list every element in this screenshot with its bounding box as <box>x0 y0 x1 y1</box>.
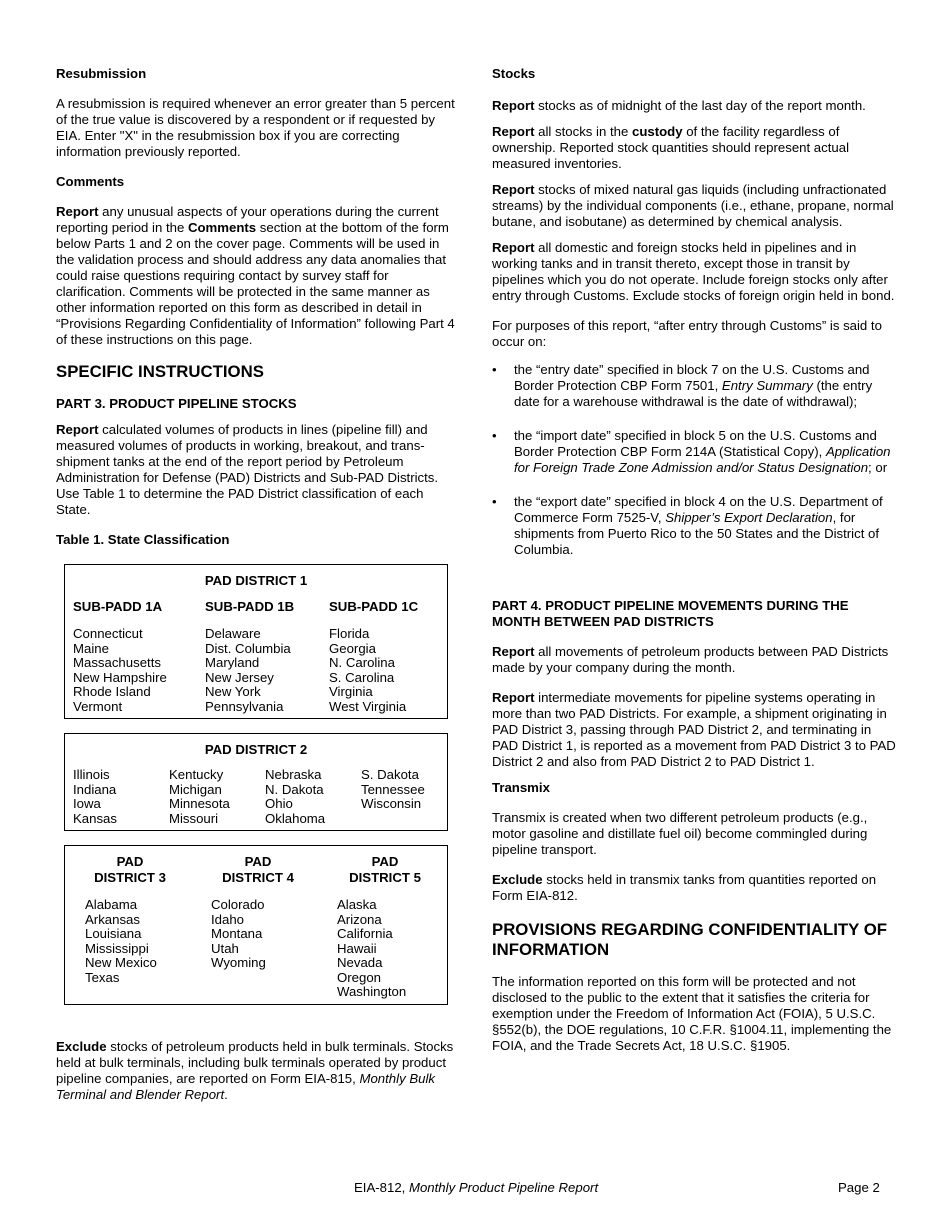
state: Mississippi <box>85 940 149 956</box>
state: Idaho <box>211 911 245 927</box>
state: Rhode Island <box>73 684 151 699</box>
comments-text: Report any unusual aspects of your operations during the current reporting period in the Comments section at the bottom of the form below Parts 1 and 2 on the cover page. Comments will be used in the validation process and should address any data anomalies that could raise questions requiring contact by survey staff for clarification. Comments will be protected in the same manner as other information reported on this form as described in detail in “Provisions Regarding Confidentiality of Information” following Part 4 of these instructions on this page. <box>56 204 455 347</box>
state: Maine <box>73 640 109 656</box>
left-column <box>56 66 458 1103</box>
pad-2-col-3 <box>265 768 361 826</box>
state: New Jersey <box>205 669 274 685</box>
state: Ohio <box>265 796 293 811</box>
state: N. Carolina <box>329 655 395 670</box>
part3-heading: PART 3. PRODUCT PIPELINE STOCKS <box>56 396 297 411</box>
state: Minnesota <box>169 796 230 811</box>
pad-345-grid <box>73 854 439 1000</box>
state: Colorado <box>211 897 265 912</box>
state: Utah <box>211 940 239 956</box>
state: Nevada <box>337 955 383 970</box>
state: Alabama <box>85 897 138 912</box>
table-title: Table 1. State Classification <box>56 532 230 547</box>
state: Washington <box>337 984 407 999</box>
state: Dist. Columbia <box>205 640 291 656</box>
footer-form-title: EIA-812, Monthly Product Pipeline Report <box>354 1180 599 1195</box>
sub-padd-1b <box>205 599 329 714</box>
state: New Mexico <box>85 955 157 970</box>
specific-instructions-heading: SPECIFIC INSTRUCTIONS <box>56 362 264 381</box>
state: Maryland <box>205 655 260 670</box>
stocks-heading: Stocks <box>492 66 536 81</box>
sub-padd-1c-title: SUB-PADD 1C <box>329 599 419 614</box>
state: Arizona <box>337 911 382 927</box>
state: Alaska <box>337 897 377 912</box>
state: Nebraska <box>265 767 322 782</box>
state: Montana <box>211 926 263 941</box>
sub-padd-1c-list <box>329 627 439 714</box>
transmix-text: Transmix is created when two different petroleum products (e.g., motor gasoline and distillate fuel oil) become commingled during pipeline transport. <box>492 810 868 857</box>
bullet-icon: • <box>492 494 497 509</box>
pad-district-3-list <box>85 898 211 985</box>
part4-p1: Report all movements of petroleum products between PAD Districts made by your company during the month. <box>492 644 889 675</box>
sub-padd-1c <box>329 599 439 714</box>
resubmission-text: A resubmission is required whenever an error greater than 5 percent of the true value is discovered by a respondent or if requested by EIA. Enter "X" in the resubmission box if you are correcting information previously reported. <box>56 96 455 159</box>
state: Arkansas <box>85 911 140 927</box>
transmix-exclude-text: Exclude stocks held in transmix tanks from quantities reported on Form EIA-812. <box>492 872 877 903</box>
stocks-p4: Report all domestic and foreign stocks held in pipelines and in working tanks and in transit thereto, except those in transit by pipelines which you do not operate. Include foreign stocks only after entry through Customs. Exclude stocks of foreign origin held in bond. <box>492 240 895 303</box>
pad-district-4-title: PAD DISTRICT 4 <box>222 854 294 885</box>
right-column <box>492 66 896 1054</box>
pad-2-col-4 <box>361 768 439 826</box>
state: Kansas <box>73 810 117 826</box>
pad-district-1-title: PAD DISTRICT 1 <box>204 573 308 588</box>
state: New Hampshire <box>73 669 167 685</box>
state: Wyoming <box>211 955 266 970</box>
state: Oregon <box>337 969 381 985</box>
stocks-p2: Report all stocks in the custody of the facility regardless of ownership. Reported stock quantities should represent actual measured inventories. <box>492 124 850 171</box>
comments-heading: Comments <box>56 174 125 189</box>
confidentiality-text: The information reported on this form will be protected and not disclosed to the public to the extent that it satisfies the criteria for exemption under the Freedom of Information Act (FOIA), 5 U.S.C. §552(b), the DOE regulations, 10 C.F.R. §1004.11, implementing the FOIA, and the Trade Secrets Act, 18 U.S.C. §1905. <box>492 974 892 1053</box>
state: S. Dakota <box>361 767 419 782</box>
pad-district-4 <box>211 854 337 1000</box>
state: Michigan <box>169 781 222 797</box>
sub-padd-1a-title: SUB-PADD 1A <box>73 599 163 614</box>
bullet-entry-date: • the “entry date” specified in block 7 on the U.S. Customs and Border Protection CBP Form 7501, Entry Summary (the entry date for a warehouse withdrawal is the date of withdrawal); <box>492 362 873 409</box>
state: Connecticut <box>73 626 143 641</box>
pad-district-5-list <box>337 898 439 1000</box>
transmix-heading: Transmix <box>492 780 550 795</box>
pad-district-345-box <box>64 845 448 1005</box>
state: Texas <box>85 969 120 985</box>
pad-2-col-2 <box>169 768 265 826</box>
pad-district-3-title: PAD DISTRICT 3 <box>94 854 166 885</box>
state: Iowa <box>73 796 101 811</box>
stocks-p1: Report stocks as of midnight of the last day of the report month. <box>492 98 866 113</box>
sub-padd-1b-title: SUB-PADD 1B <box>205 599 295 614</box>
state: Massachusetts <box>73 655 161 670</box>
state: California <box>337 926 393 941</box>
state: Wisconsin <box>361 796 422 811</box>
stocks-p3: Report stocks of mixed natural gas liquids (including unfractionated streams) by the individual components (i.e., ethane, propane, normal butane, and isobutane) as determined by chemical analysis. <box>492 182 894 229</box>
part4-p2: Report intermediate movements for pipeline systems operating in more than two PAD Districts. For example, a shipment originating in PAD District 3, passing through PAD District 2, and terminating in PAD District 1, is reported as a movement from PAD District 3 to PAD District 2 and also from PAD District 2 to PAD District 1. <box>492 690 896 769</box>
state: Kentucky <box>169 767 224 782</box>
exclude-bulk-terminals-text: Exclude stocks of petroleum products held in bulk terminals. Stocks held at bulk terminals, including bulk terminals operated by product pipeline companies, are reported on Form EIA-815, Monthly Bulk Terminal and Blender Report. <box>56 1038 454 1102</box>
sub-padd-1b-list <box>205 627 329 714</box>
bullet-export-date: • the “export date” specified in block 4 on the U.S. Department of Commerce Form 7525-V, Shipper’s Export Declaration, for shipments from Puerto Rico to the 50 States and the District of Columbia. <box>492 494 883 557</box>
state: Florida <box>329 626 370 641</box>
part3-text: Report calculated volumes of products in lines (pipeline fill) and measured volumes of products in working, breakout, and trans-shipment tanks at the end of the report period by Petroleum Administration for Defense (PAD) Districts and Sub-PAD Districts. Use Table 1 to determine the PAD District classification of each State. <box>56 422 439 517</box>
state: West Virginia <box>329 698 407 714</box>
state: Pennsylvania <box>205 698 284 714</box>
pad-district-1-box <box>64 564 448 719</box>
pad-district-5 <box>337 854 439 1000</box>
state: Tennessee <box>361 781 425 797</box>
sub-padd-1a <box>73 599 205 714</box>
state: Hawaii <box>337 940 377 956</box>
state: Vermont <box>73 698 123 714</box>
sub-padd-1a-list <box>73 627 205 714</box>
state: Louisiana <box>85 926 142 941</box>
bullet-icon: • <box>492 362 497 377</box>
state: Georgia <box>329 640 376 656</box>
state: Virginia <box>329 684 373 699</box>
confidentiality-heading: PROVISIONS REGARDING CONFIDENTIALITY OF INFORMATION <box>492 920 888 959</box>
state: New York <box>205 684 261 699</box>
pad-district-3 <box>85 854 211 1000</box>
pad-2-col-1 <box>73 768 169 826</box>
customs-bullet-list <box>492 362 896 558</box>
page-number: Page 2 <box>838 1180 880 1195</box>
pad-district-2-title: PAD DISTRICT 2 <box>204 742 308 757</box>
state: Delaware <box>205 626 261 641</box>
stocks-p5: For purposes of this report, “after entry through Customs” is said to occur on: <box>492 318 882 349</box>
state: Missouri <box>169 810 219 826</box>
state: Indiana <box>73 781 117 797</box>
part4-heading: PART 4. PRODUCT PIPELINE MOVEMENTS DURING THE MONTH BETWEEN PAD DISTRICTS <box>492 598 849 629</box>
state: N. Dakota <box>265 781 324 797</box>
state: Illinois <box>73 767 110 782</box>
pad-district-5-title: PAD DISTRICT 5 <box>349 854 421 885</box>
pad-1-grid <box>73 599 439 714</box>
pad-district-2-box <box>64 733 448 831</box>
resubmission-heading: Resubmission <box>56 66 147 81</box>
state: Oklahoma <box>265 810 326 826</box>
pad-district-4-list <box>211 898 337 971</box>
bullet-import-date: • the “import date” specified in block 5 on the U.S. Customs and Border Protection CBP Form 214A (Statistical Copy), Application for Foreign Trade Zone Admission and/or Status Designation; or <box>492 428 891 475</box>
state: S. Carolina <box>329 669 395 685</box>
pad-2-grid <box>73 768 439 826</box>
bullet-icon: • <box>492 428 497 443</box>
